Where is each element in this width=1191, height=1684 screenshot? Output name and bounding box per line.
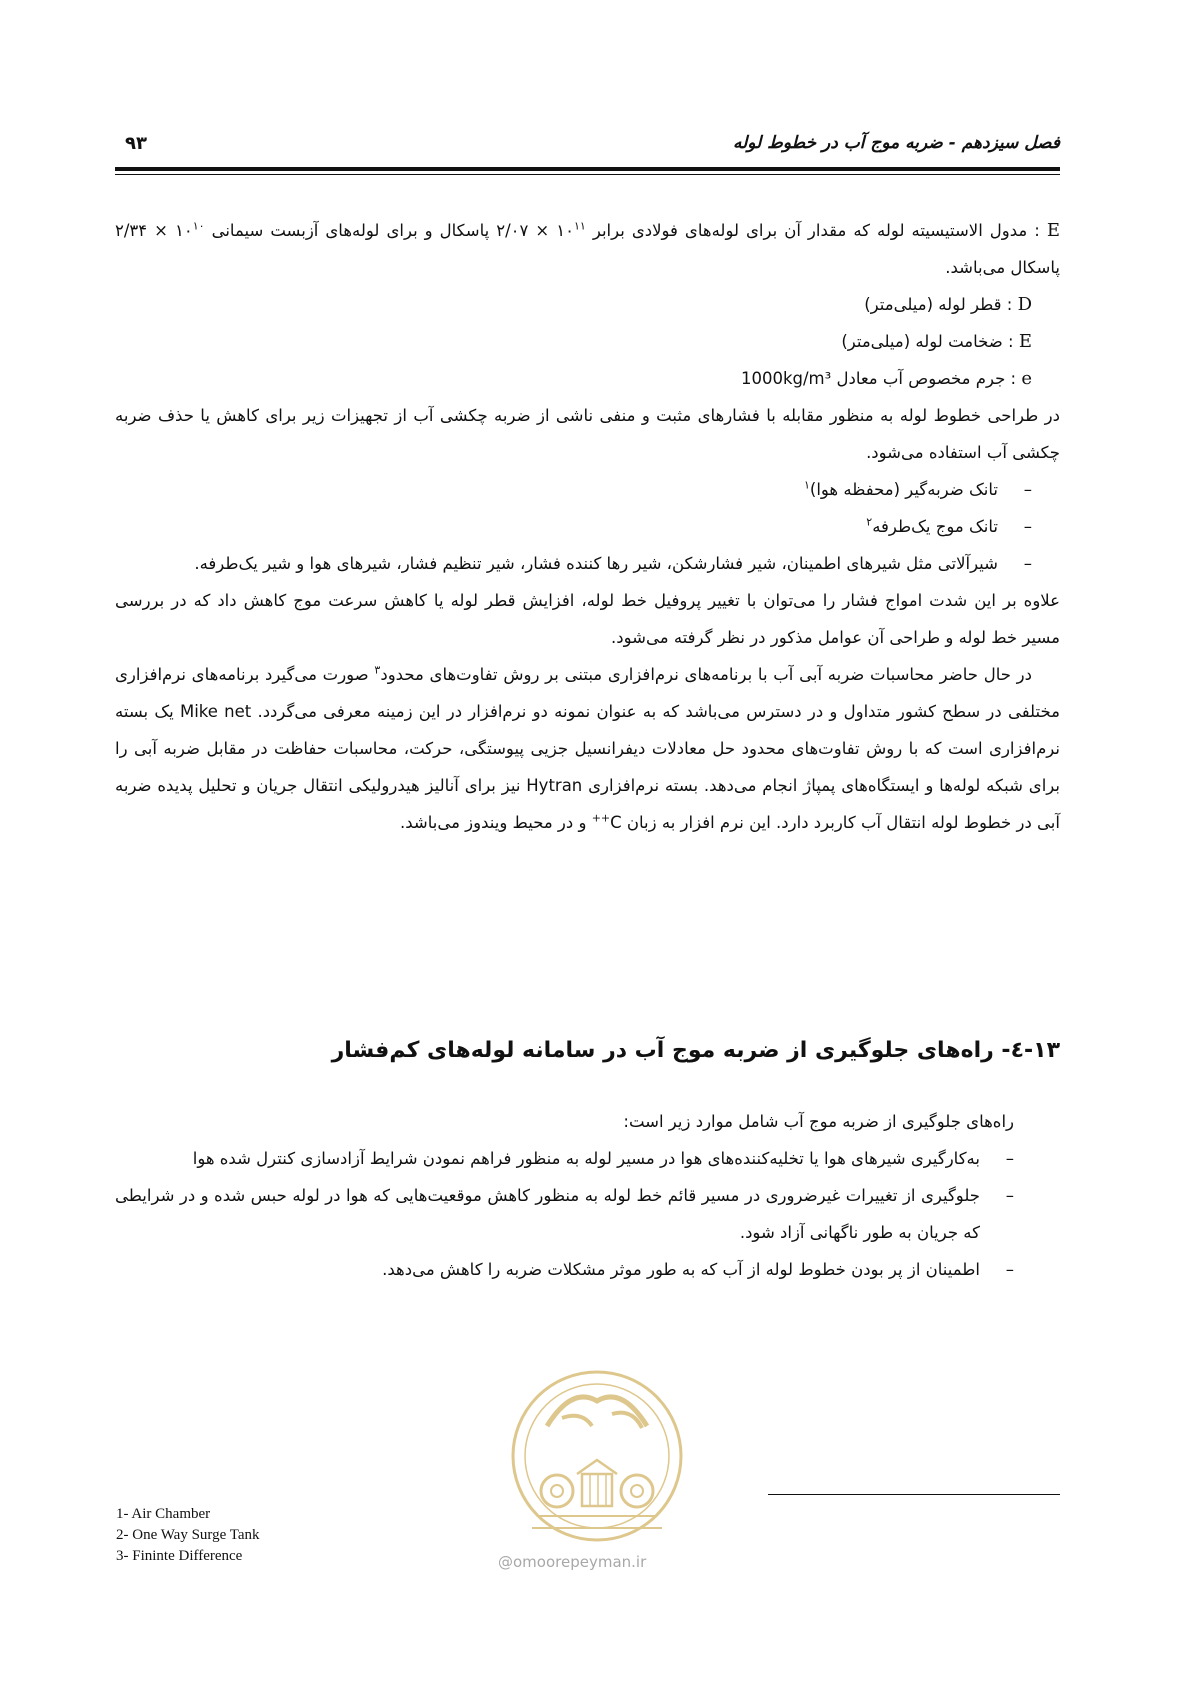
modulus-definition: E : مدول الاستیسیته لوله که مقدار آن برای لوله‌های فولادی برابر $۱۰^{۱۱}$ × ۲/۰۷ پاسکال و برای لوله‌های آزبست سیمانی $۱۰^{۱۰}$ × ۲/۳۴ پاسکال می‌باشد. (115, 219, 1060, 277)
running-header (115, 133, 1060, 163)
body-text (115, 212, 1060, 841)
section-body (115, 1103, 1030, 1288)
section-heading: ۱۳-٤- راه‌های جلوگیری از ضربه موج آب در سامانه لوله‌های کم‌فشار (331, 1038, 1060, 1063)
prevention-item-vertical-changes: – جلوگیری از تغییرات غیرضروری در مسیر قائم خط لوله به منظور کاهش موقعیت‌هایی که هوا در لوله حبس شده و در شرایطی که جریان به طور ناگهانی آزاد شود. (115, 1177, 1014, 1251)
page-number: ۹۳ (125, 133, 147, 154)
footnote-2: 2- One Way Surge Tank (116, 1527, 260, 1543)
pressure-wave-paragraph: علاوه بر این شدت امواج فشار را می‌توان با تغییر پروفیل خط لوله، افزایش قطر لوله یا کاهش سرعت موج کاهش داد که در بررسی مسیر خط لوله و طراحی آن عوامل مذکور در نظر گرفته می‌شود. (115, 591, 1060, 647)
software-paragraph: در حال حاضر محاسبات ضربه آبی آب با برنامه‌های نرم‌افزاری مبتنی بر روش تفاوت‌های محدود$^۳$ صورت می‌گیرد برنامه‌های نرم‌افزاری مختلفی در سطح کشور متداول و در دسترس می‌باشد که به عنوان نمونه دو نرم‌افزار در این زمینه معرفی می‌گردد. Mike net یک بسته نرم‌افزاری است که با روش تفاوت‌های محدود حل معادلات دیفرانسیل جزیی پیوستگی، حرکت، محاسبات حفاظت در مقابل ضربه آبی را برای شبکه لوله‌ها و ایستگاه‌های پمپاژ انجام می‌دهد. بسته نرم‌افزاری Hytran نیز برای آنالیز هیدرولیکی انتقال جریان و تحلیل پدیده ضربه آبی در خطوط لوله انتقال آب کاربرد دارد. این نرم افزار به زبان C++ و در محیط ویندوز می‌باشد. (115, 663, 1060, 832)
watermark-url: @omoorepeyman.ir (498, 1553, 647, 1571)
symbol-rho: e (1021, 368, 1032, 389)
thickness-definition: E : ضخامت لوله (میلی‌متر) (841, 331, 1032, 352)
equipment-item-air-chamber: – تانک ضربه‌گیر (محفظه هوا)$^۱$ (115, 471, 1032, 508)
equipment-paragraph: در طراحی خطوط لوله به منظور مقابله با فشارهای مثبت و منفی ناشی از ضربه چکشی آب از تجهیزات زیر برای کاهش یا حذف ضربه چکشی آب استفاده می‌شود. (115, 406, 1060, 462)
chapter-title: فصل سیزدهم - ضربه موج آب در خطوط لوله (733, 133, 1060, 153)
footnote-rule (768, 1494, 1060, 1495)
footnote-3: 3- Fininte Difference (116, 1548, 243, 1564)
header-rule-thick (115, 167, 1060, 171)
symbol-e-modulus: E (1046, 220, 1060, 241)
seal-building (582, 1474, 612, 1506)
footnotes (116, 1504, 260, 1567)
prevention-item-air-valves: – به‌کارگیری شیرهای هوا یا تخلیه‌کننده‌های هوا در مسیر لوله به منظور فراهم نمودن شرایط آزادسازی کنترل شده هوا (115, 1140, 1014, 1177)
seal-gear-left (541, 1475, 573, 1507)
seal-calligraphy-stroke (547, 1397, 647, 1426)
diameter-definition: D : قطر لوله (میلی‌متر) (864, 294, 1032, 315)
equipment-item-valves: – شیرآلاتی مثل شیرهای اطمینان، شیر فشارشکن، شیر رها کننده فشار، شیر تنظیم فشار، شیرهای هوا و شیر یک‌طرفه. (115, 545, 1032, 582)
section-intro: راه‌های جلوگیری از ضربه موج آب شامل موارد زیر است: (623, 1112, 1014, 1131)
symbol-e-thickness: E (1018, 331, 1032, 352)
prevention-item-full-pipes: – اطمینان از پر بودن خطوط لوله از آب که به طور موثر مشکلات ضربه را کاهش می‌دهد. (115, 1251, 1014, 1288)
seal-gear-right (621, 1475, 653, 1507)
footnote-1: 1- Air Chamber (116, 1506, 211, 1522)
symbol-d: D (1017, 294, 1032, 315)
equipment-item-surge-tank: – تانک موج یک‌طرفه$^۲$ (115, 508, 1032, 545)
density-definition: e : جرم مخصوص آب معادل 1000kg/m³ (740, 368, 1032, 389)
header-rule-thin (115, 174, 1060, 175)
publisher-seal-watermark (492, 1356, 702, 1546)
seal-outer-ring (513, 1372, 681, 1540)
